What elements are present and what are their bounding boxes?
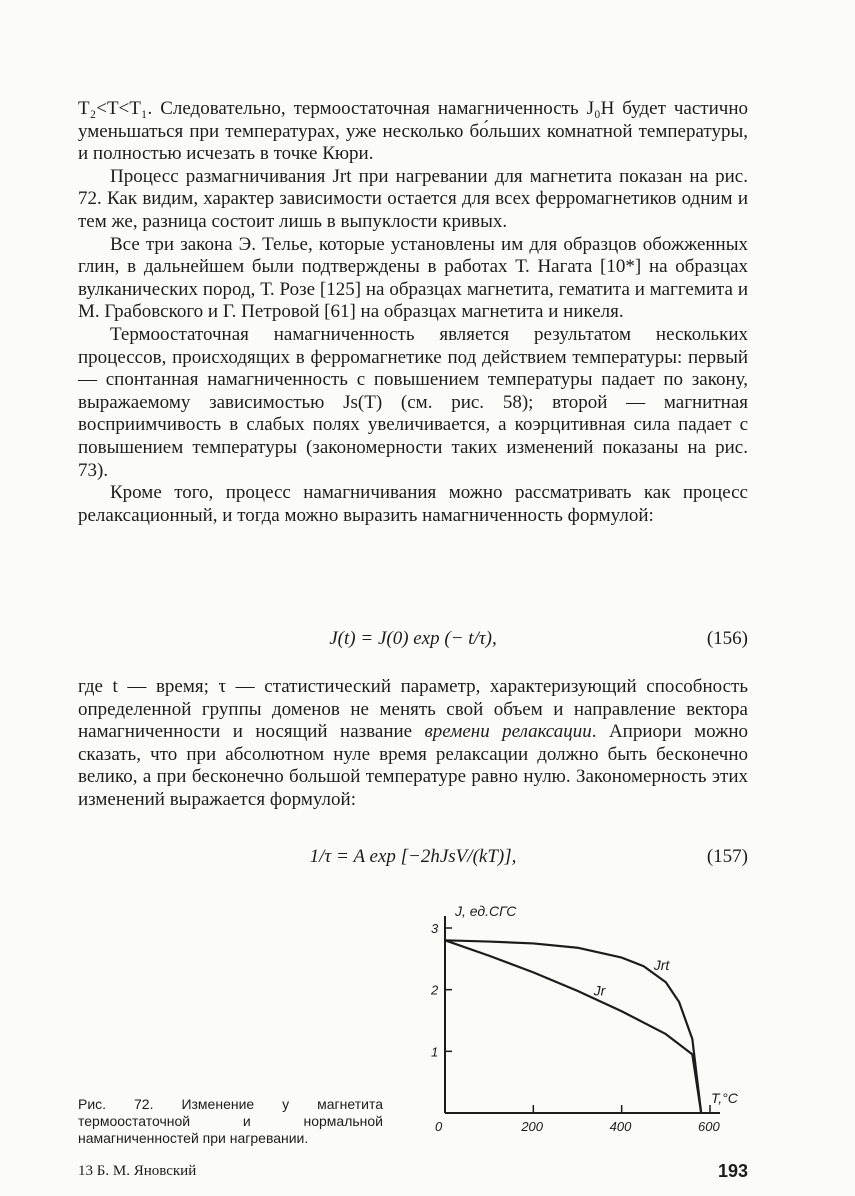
formula-157-expression: 1/τ = A exp [−2hJsV/(kT)],	[309, 846, 517, 867]
x-tick-label: 400	[609, 1119, 632, 1134]
y-tick-label: 2	[431, 982, 439, 998]
formula-156-expression: J(t) = J(0) exp (− t/τ),	[329, 628, 497, 649]
page-number: 193	[718, 1161, 749, 1181]
y-tick-label: 3	[431, 921, 439, 936]
series-label-jr: Jr	[593, 982, 606, 999]
paragraph-6-end: . Априори можно сказать, что при абсолютном нуле время релаксации должно быть бесконечно велико, а при бесконечно большой температуре равно нулю. Закономерность этих изменений выражается формулой:	[78, 721, 748, 810]
paragraph-2: Процесс размагничивания Jrt при нагревании для магнетита показан на рис. 72. Как видим, характер зависимости остается для всех ферромагнетиков одним и тем же, разница состоит лишь в выпуклости кривых.	[78, 165, 748, 232]
paragraph-6	[78, 676, 748, 812]
figure-caption: Рис. 72. Изменение у магнетита термоостаточной и нормальной намагниченностей при нагревании.	[78, 1096, 383, 1146]
paragraph-5: Кроме того, процесс намагничивания можно рассматривать как процесс релаксационный, и тогда можно выразить намагниченность формулой:	[78, 482, 748, 526]
x-tick-label: 200	[521, 1119, 544, 1134]
chart-series	[445, 940, 701, 1113]
paragraph-3: Все три закона Э. Телье, которые установлены им для образцов обожженных глин, в дальнейшем были подтверждены в работах Т. Нагата [10*] на образцах вулканических пород, Т. Розе [125] на образцах магнетита, гематита и маггемита и М. Грабовского и Г. Петровой [61] на образцах магнетита и никеля.	[78, 233, 748, 323]
formula-157-number: (157)	[706, 846, 748, 867]
figure-72-chart	[415, 898, 755, 1138]
relaxation-term: времени релаксации	[424, 721, 592, 743]
x-tick-label: 600	[698, 1119, 720, 1134]
text-after-formula	[78, 676, 748, 812]
series-label-jrt: Jrt	[653, 957, 670, 974]
y-tick-label: 1	[431, 1044, 439, 1060]
main-text	[78, 98, 748, 527]
paragraph-1: T₂<T<T₁. Следовательно, термоостаточная намагниченность J₀H будет частично уменьшаться при температурах, уже несколько бо́льших комнатной температуры, и полностью исчезать в точке Кюри.	[78, 98, 748, 165]
x-axis-label: T,°C	[711, 1090, 738, 1106]
footer-signature: 13 Б. М. Яновский	[78, 1163, 197, 1179]
x-tick-label: 0	[435, 1119, 443, 1134]
paragraph-4: Термоостаточная намагниченность является результатом нескольких процессов, происходящих в ферромагнетике под действием температуры: первый — спонтанная намагниченность с повышением температуры падает по закону, выражаемому зависимостью Js(T) (см. рис. 58); второй — магнитная восприимчивость в слабых полях увеличивается, а коэрцитивная сила падает с повышением температуры (закономерности таких изменений показаны на рис. 73).	[78, 323, 748, 481]
formula-156-number: (156)	[706, 628, 748, 649]
y-axis-label: J, ед.СГС	[455, 903, 517, 919]
chart-axes	[445, 916, 720, 1113]
chart-ticks	[430, 921, 720, 1134]
paragraph-6-start: где t — время; τ — статистический параметр, характеризующий способность определенной группы доменов не менять свой объем и направление вектора намагниченности и носящий название	[78, 676, 748, 743]
